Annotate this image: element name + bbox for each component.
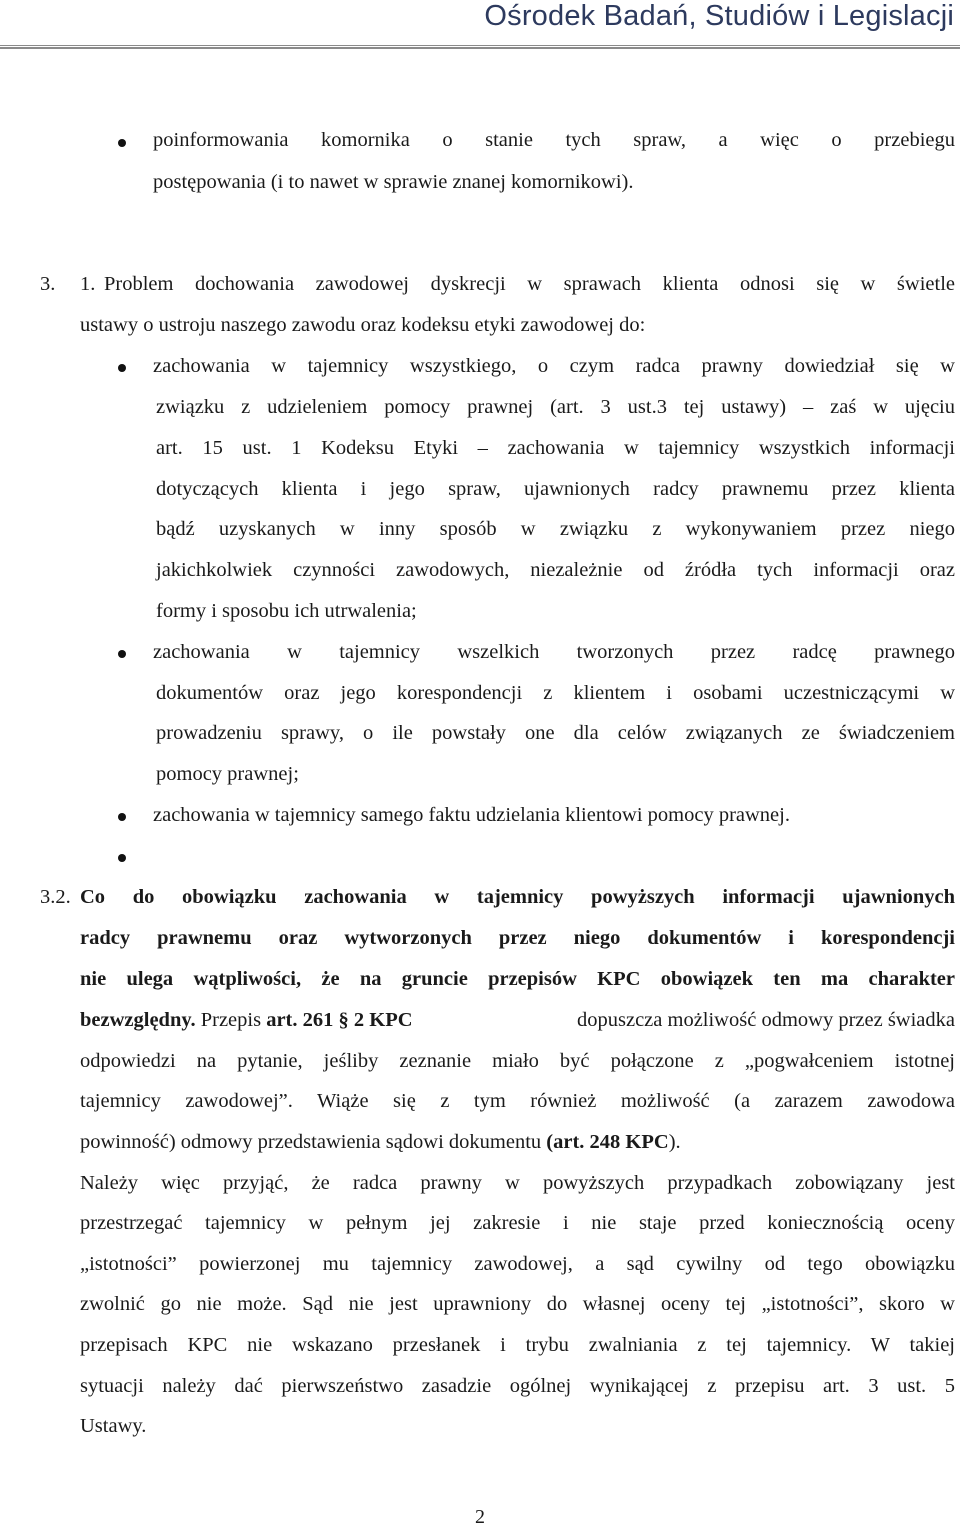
text-line: postępowania (i to nawet w sprawie znanej komornikowi). [153, 171, 634, 193]
bullet-icon [118, 813, 126, 821]
text-line-mixed [80, 1009, 955, 1032]
text-normal: Przepis [195, 1009, 267, 1031]
section-number: 3. [40, 273, 56, 295]
text-line: dotyczących klienta i jego spraw, ujawnionych radcy prawnemu przez klienta [156, 478, 955, 500]
text-line: pomocy prawnej; [156, 763, 299, 785]
text-line: nie ulega wątpliwości, że na gruncie przepisów KPC obowiązek ten ma charakter [80, 968, 955, 990]
text-line: Ustawy. [80, 1415, 147, 1437]
text-line: jakichkolwiek czynności zawodowych, niezależnie od źródła tych informacji oraz [156, 559, 955, 581]
bullet-icon [118, 364, 126, 372]
text-line: zachowania w tajemnicy samego faktu udzielania klientowi pomocy prawnej. [153, 804, 790, 826]
bullet-icon [118, 650, 126, 658]
text-line: radcy prawnemu oraz wytworzonych przez niego dokumentów i korespondencji [80, 927, 955, 949]
text-normal: ). [668, 1131, 681, 1153]
text-bold: bezwzględny. [80, 1009, 196, 1031]
text-line: przestrzegać tajemnicy w pełnym jej zakresie i nie staje przed koniecznością oceny [80, 1212, 955, 1234]
page-number: 2 [475, 1506, 485, 1528]
text-line: tajemnicy zawodowej”. Wiąże się z tym również możliwość (a zarazem zawodowa [80, 1090, 955, 1112]
text-line: dokumentów oraz jego korespondencji z klientem i osobami uczestniczącymi w [156, 682, 955, 704]
text-line: zwolnić go nie może. Sąd nie jest uprawniony do własnej oceny tej „istotności”, skoro w [80, 1293, 955, 1315]
text-line: bądź uzyskanych w inny sposób w związku z wykonywaniem przez niego [156, 518, 955, 540]
text-bold: art. 261 § 2 KPC [266, 1009, 413, 1031]
header-divider [0, 45, 960, 49]
text-normal: dopuszcza możliwość odmowy przez świadka [571, 1009, 955, 1031]
text-line: Należy więc przyjąć, że radca prawny w powyższych przypadkach zobowiązany jest [80, 1172, 955, 1194]
text-line: Co do obowiązku zachowania w tajemnicy powyższych informacji ujawnionych [80, 886, 955, 908]
text-line: zachowania w tajemnicy wszelkich tworzonych przez radcę prawnego [153, 641, 955, 663]
text-line-mixed [80, 1131, 681, 1154]
bullet-icon [118, 139, 126, 147]
text-line: odpowiedzi na pytanie, jeśliby zeznanie miało być połączone z „pogwałceniem istotnej [80, 1050, 955, 1072]
subsection-number: 1. [80, 273, 96, 295]
text-line: związku z udzieleniem pomocy prawnej (art. 3 ust.3 tej ustawy) – zaś w ujęciu [156, 396, 955, 418]
text-line: sytuacji należy dać pierwszeństwo zasadzie ogólnej wynikającej z przepisu art. 3 ust. 5 [80, 1375, 955, 1397]
text-normal: powinność) odmowy przedstawienia sądowi dokumentu [80, 1131, 547, 1153]
page-header-title: Ośrodek Badań, Studiów i Legislacji [484, 0, 954, 32]
text-line: ustawy o ustroju naszego zawodu oraz kodeksu etyki zawodowej do: [80, 314, 646, 336]
text-line: art. 15 ust. 1 Kodeksu Etyki – zachowania w tajemnicy wszystkich informacji [156, 437, 955, 459]
text-line: zachowania w tajemnicy wszystkiego, o czym radca prawny dowiedział się w [153, 355, 955, 377]
section-number: 3.2. [40, 886, 71, 908]
text-line: prowadzeniu sprawy, o ile powstały one dla celów związanych ze świadczeniem [156, 722, 955, 744]
text-line: przepisach KPC nie wskazano przesłanek i trybu zwalniania z tej tajemnicy. W takiej [80, 1334, 955, 1356]
text-line: formy i sposobu ich utrwalenia; [156, 600, 417, 622]
text-line: „istotności” powierzonej mu tajemnicy zawodowej, a sąd cywilny od tego obowiązku [80, 1253, 955, 1275]
text-line: poinformowania komornika o stanie tych spraw, a więc o przebiegu [153, 129, 955, 151]
text-bold: (art. 248 KPC [546, 1131, 669, 1153]
text-line: Problem dochowania zawodowej dyskrecji w sprawach klienta odnosi się w świetle [104, 273, 955, 295]
bullet-icon [118, 854, 126, 862]
